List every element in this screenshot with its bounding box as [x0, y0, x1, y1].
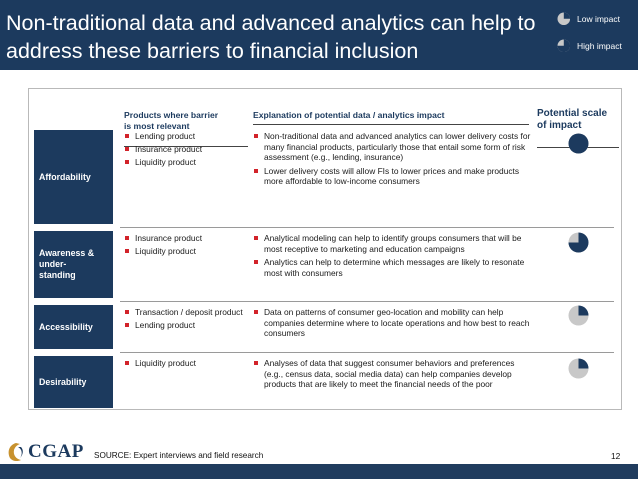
product-item: Insurance product: [124, 233, 248, 244]
products-list-affordability: [124, 131, 248, 170]
row-label-accessibility: Accessibility: [34, 305, 113, 349]
harvey-ball-fill: [579, 359, 589, 369]
harvey-ball-desirability-icon: [568, 358, 589, 379]
explanation-list-desirability: [253, 358, 535, 393]
explanation-list-affordability: [253, 131, 535, 190]
product-item: Insurance product: [124, 144, 248, 155]
explanation-item: Non-traditional data and advanced analytics can lower delivery costs for many financial products, particularly those that entail some form of risk assessment (e.g., lending, insurance): [253, 131, 535, 163]
products-list-desirability: [124, 358, 248, 371]
product-item: Liquidity product: [124, 246, 248, 257]
harvey-ball-fill: [564, 13, 570, 19]
explanation-item: Analytical modeling can help to identify groups consumers that will be most receptive to marketing and education campaigns: [253, 233, 535, 254]
column-header-underline: [253, 124, 529, 125]
products-list-accessibility: [124, 307, 248, 333]
row-label-awareness: Awareness & under- standing: [34, 231, 113, 298]
column-header-impact-text: Potential scale of impact: [537, 108, 608, 131]
row-label-desirability: Desirability: [34, 356, 113, 408]
row-label-affordability: Affordability: [34, 130, 113, 224]
explanation-list-accessibility: [253, 307, 535, 342]
column-header-products-text: Products where barrier is most relevant: [124, 110, 219, 131]
harvey-ball-fill: [579, 306, 589, 316]
source-note: SOURCE: Expert interviews and field research: [94, 451, 264, 460]
column-header-explanation: [253, 110, 529, 121]
explanation-item: Data on patterns of consumer geo-location and mobility can help companies determine where to locate operations and how best to reach consumers: [253, 307, 535, 339]
product-item: Lending product: [124, 131, 248, 142]
legend-low-label: Low impact: [577, 13, 620, 24]
row-divider: [120, 352, 614, 353]
slide-header: [0, 0, 638, 70]
column-header-explanation-text: Explanation of potential data / analytics impact: [253, 110, 445, 120]
explanation-item: Lower delivery costs will allow FIs to lower prices and make products more affordable to low-income consumers: [253, 166, 535, 187]
legend-high: [557, 39, 622, 52]
explanation-item: Analytics can help to determine which messages are likely to resonate most with consumers: [253, 257, 535, 278]
page-number: 12: [611, 451, 621, 461]
product-item: Lending product: [124, 320, 248, 331]
explanation-list-awareness: [253, 233, 535, 281]
cgap-logo: [6, 441, 84, 463]
harvey-ball-low-icon: [557, 12, 570, 25]
product-item: Liquidity product: [124, 358, 248, 369]
harvey-ball-fill: [569, 134, 589, 154]
harvey-ball-affordability-icon: [568, 133, 589, 154]
products-list-awareness: [124, 233, 248, 259]
slide-title: Non-traditional data and advanced analytics can help to address these barriers to financial inclusion: [6, 11, 536, 63]
legend-low: [557, 12, 620, 25]
row-divider: [120, 301, 614, 302]
harvey-ball-accessibility-icon: [568, 305, 589, 326]
cgap-leaf-icon: [6, 441, 26, 463]
footer-bar: [0, 464, 638, 479]
product-item: Liquidity product: [124, 157, 248, 168]
harvey-ball-high-icon: [557, 39, 570, 52]
cgap-logo-text: CGAP: [28, 441, 84, 462]
row-divider: [120, 227, 614, 228]
legend-high-label: High impact: [577, 40, 622, 51]
harvey-ball-awareness-icon: [568, 232, 589, 253]
product-item: Transaction / deposit product: [124, 307, 248, 318]
explanation-item: Analyses of data that suggest consumer behaviors and preferences (e.g., census data, social media data) can help companies develop products that are likely to meet the financial needs of the poor: [253, 358, 535, 390]
